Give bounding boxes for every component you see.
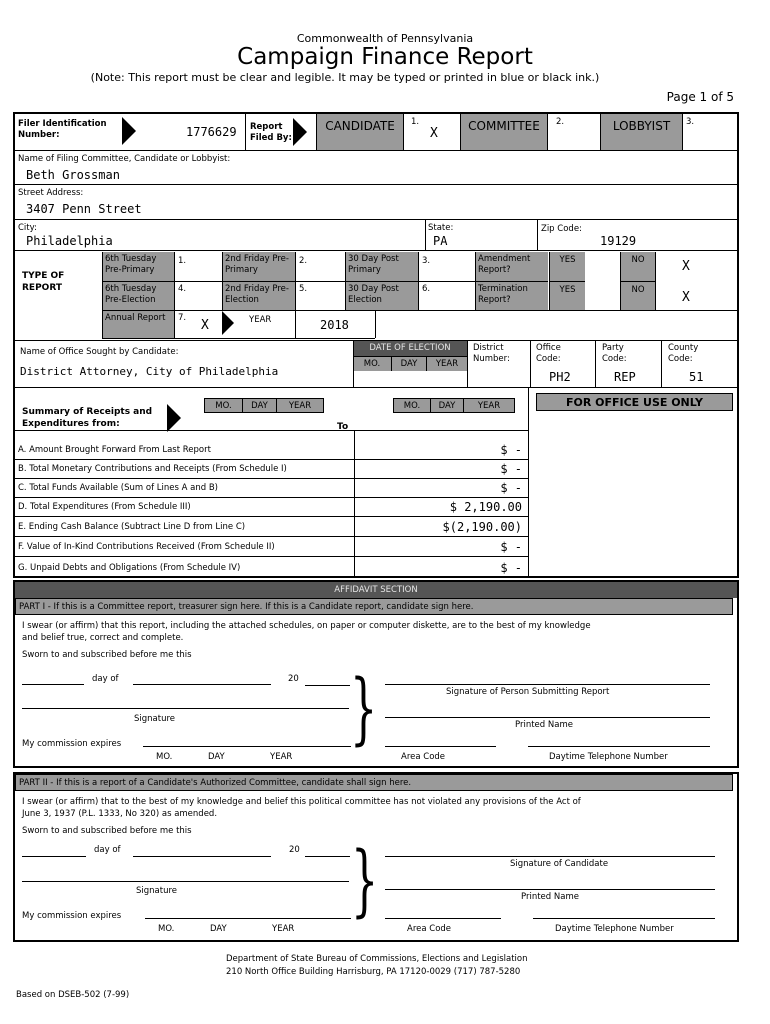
office-code-label: Office Code:: [536, 343, 561, 364]
summary-row-label: C. Total Funds Available (Sum of Lines A and B): [18, 483, 218, 493]
state-label: State:: [428, 223, 454, 233]
phone-label: Daytime Telephone Number: [555, 924, 674, 934]
part2-oath-line1: I swear (or affirm) that to the best of my knowledge and belief this political committee has not violated any provisions of the Act of: [22, 797, 581, 807]
amendment-yes[interactable]: [549, 252, 585, 281]
option-7[interactable]: [102, 310, 174, 338]
commission-label: My commission expires: [22, 739, 122, 749]
candidate-signature-label: Signature of Candidate: [510, 859, 609, 869]
page-title: Campaign Finance Report: [237, 44, 533, 70]
amendment-yes-label: YES: [559, 255, 576, 265]
submitter-signature-label: Signature of Person Submitting Report: [446, 687, 610, 697]
option-7-label: Annual Report: [105, 313, 166, 323]
office-code-value[interactable]: PH2: [549, 370, 571, 384]
year-label: YEAR: [249, 315, 272, 325]
area-code-label: Area Code: [401, 752, 446, 762]
year-line[interactable]: [305, 685, 350, 686]
arrow-icon: [122, 117, 136, 145]
part1-oath-line1: I swear (or affirm) that this report, including the attached schedules, on paper or computer diskette, are to the best of my knowledge: [22, 621, 591, 631]
termination-check[interactable]: X: [682, 290, 690, 305]
election-mo: MO.: [353, 356, 391, 371]
year-line[interactable]: [305, 856, 350, 857]
to-day: DAY: [430, 398, 464, 413]
termination-no-label: NO: [631, 285, 645, 295]
arrow-icon: [222, 311, 234, 335]
option-1[interactable]: [102, 252, 174, 281]
summary-row-value[interactable]: $ -: [500, 462, 522, 476]
option-5-num: 5.: [299, 284, 308, 294]
summary-row-label: E. Ending Cash Balance (Subtract Line D from Line C): [18, 522, 246, 532]
summary-row-label: A. Amount Brought Forward From Last Report: [18, 445, 211, 455]
printed-name-line[interactable]: [385, 889, 715, 890]
county-code-value[interactable]: 51: [689, 370, 704, 384]
to-label: To: [337, 422, 349, 432]
city-label: City:: [18, 223, 37, 233]
filer-id-label: Filer Identification Number:: [18, 119, 107, 140]
footer-department: Department of State Bureau of Commissions, Elections and Legislation: [226, 954, 528, 964]
part2-title: PART II - If this is a report of a Candidate's Authorized Committee, candidate shall sign here.: [15, 774, 733, 791]
arrow-icon: [293, 118, 307, 146]
arrow-icon: [167, 404, 181, 432]
summary-row-value[interactable]: $ -: [500, 540, 522, 554]
commission-year: YEAR: [270, 752, 293, 762]
printed-name-label: Printed Name: [515, 720, 573, 730]
phone-line[interactable]: [533, 918, 715, 919]
phone-line[interactable]: [528, 746, 710, 747]
from-mo: MO.: [204, 398, 243, 413]
option-2-num: 2.: [299, 256, 308, 266]
option-7-num: 7.: [178, 313, 187, 323]
zip-value[interactable]: 19129: [600, 234, 637, 248]
brace-icon: }: [351, 836, 379, 926]
part1-oath-line2: and belief true, correct and complete.: [22, 633, 184, 643]
option-3-label: 30 Day Post Primary: [348, 254, 399, 275]
part1-sworn: Sworn to and subscribed before me this: [22, 650, 192, 660]
part2-sworn: Sworn to and subscribed before me this: [22, 826, 192, 836]
lobbyist-label: LOBBYIST: [612, 119, 671, 133]
summary-label: Summary of Receipts and Expenditures from:: [22, 407, 153, 429]
type-of-report-label: TYPE OF REPORT: [22, 271, 65, 293]
day-of-label: day of: [92, 674, 119, 684]
commission-mo: MO.: [158, 924, 175, 934]
phone-label: Daytime Telephone Number: [549, 752, 668, 762]
submitter-signature-line[interactable]: [385, 684, 710, 685]
option-3-num: 3.: [422, 256, 431, 266]
option-4[interactable]: [102, 281, 174, 310]
from-day: DAY: [242, 398, 277, 413]
annual-report-check[interactable]: X: [201, 318, 209, 333]
termination-yes-label: YES: [559, 285, 576, 295]
summary-row-value[interactable]: $(2,190.00): [442, 520, 522, 534]
month-line[interactable]: [133, 684, 271, 685]
brace-icon: }: [350, 664, 378, 754]
candidate-check[interactable]: X: [430, 126, 438, 141]
form-number: Based on DSEB-502 (7-99): [16, 990, 130, 1000]
month-line[interactable]: [133, 856, 271, 857]
option-4-label: 6th Tuesday Pre-Election: [105, 284, 157, 305]
termination-question: [476, 281, 548, 310]
notary-signature-label: Signature: [136, 886, 178, 896]
area-code-label: Area Code: [407, 924, 452, 934]
printed-name-line[interactable]: [385, 717, 710, 718]
commission-day: DAY: [208, 752, 225, 762]
lobbyist-num: 3.: [686, 117, 695, 127]
option-5-label: 2nd Friday Pre-Election: [225, 284, 289, 305]
office-use-only: FOR OFFICE USE ONLY: [536, 393, 733, 411]
option-4-num: 4.: [178, 284, 187, 294]
committee-num: 2.: [556, 117, 565, 127]
election-day: DAY: [391, 356, 426, 371]
to-mo: MO.: [393, 398, 431, 413]
amendment-no-label: NO: [631, 255, 645, 265]
office-label: Name of Office Sought by Candidate:: [20, 347, 179, 357]
summary-row-label: G. Unpaid Debts and Obligations (From Schedule IV): [18, 563, 241, 573]
county-code-label: County Code:: [668, 343, 699, 364]
amendment-question: [476, 252, 548, 281]
termination-no[interactable]: [620, 281, 656, 310]
election-date-header: DATE OF ELECTION: [353, 341, 467, 356]
option-1-num: 1.: [178, 256, 187, 266]
commission-year: YEAR: [272, 924, 295, 934]
election-year: YEAR: [426, 356, 467, 371]
part2-oath-line2: June 3, 1937 (P.L. 1333, No 320) as amended.: [22, 809, 218, 819]
legibility-note: (Note: This report must be clear and legible. It may be typed or printed in blue or black ink.): [90, 71, 600, 84]
party-code-value[interactable]: REP: [614, 370, 636, 384]
summary-row-value[interactable]: $ -: [500, 443, 522, 457]
street-value[interactable]: 3407 Penn Street: [26, 202, 142, 216]
office-value[interactable]: District Attorney, City of Philadelphia: [20, 365, 279, 378]
committee-option[interactable]: [460, 114, 548, 150]
summary-row-value[interactable]: $ -: [500, 561, 522, 575]
option-3[interactable]: [345, 252, 418, 281]
summary-row-value[interactable]: $ -: [500, 481, 522, 495]
part1-title: PART I - If this is a Committee report, treasurer sign here. If this is a Candidate report, candidate sign here.: [15, 598, 733, 615]
candidate-option[interactable]: [316, 114, 404, 150]
to-year: YEAR: [463, 398, 515, 413]
candidate-num: 1.: [411, 117, 420, 127]
summary-row-label: D. Total Expenditures (From Schedule III): [18, 502, 191, 512]
area-code-line[interactable]: [385, 918, 501, 919]
notary-signature-line[interactable]: [22, 881, 349, 882]
committee-label: COMMITTEE: [468, 119, 540, 133]
affidavit-section-title: AFFIDAVIT SECTION: [15, 582, 737, 598]
page-number: Page 1 of 5: [666, 90, 734, 104]
from-year: YEAR: [276, 398, 324, 413]
termination-label: Termination Report?: [478, 284, 528, 305]
candidate-label: CANDIDATE: [325, 119, 395, 133]
commission-day: DAY: [210, 924, 227, 934]
commonwealth-heading: Commonwealth of Pennsylvania: [296, 32, 474, 45]
amendment-no[interactable]: [620, 252, 656, 281]
zip-label: Zip Code:: [541, 224, 582, 234]
district-label: District Number:: [473, 343, 510, 364]
amendment-check[interactable]: X: [682, 259, 690, 274]
summary-row-label: F. Value of In-Kind Contributions Received (From Schedule II): [18, 542, 275, 552]
option-6-num: 6.: [422, 284, 431, 294]
year-value[interactable]: 2018: [320, 318, 349, 332]
party-code-label: Party Code:: [602, 343, 627, 364]
summary-row-value[interactable]: $ 2,190.00: [449, 500, 522, 514]
option-6-label: 30 Day Post Election: [348, 284, 399, 305]
summary-row-label: B. Total Monetary Contributions and Receipts (From Schedule I): [18, 464, 287, 474]
footer-address: 210 North Office Building Harrisburg, PA 17120-0029 (717) 787-5280: [226, 967, 521, 977]
commission-line[interactable]: [145, 918, 351, 919]
option-1-label: 6th Tuesday Pre-Primary: [105, 254, 157, 275]
option-5[interactable]: [222, 281, 295, 310]
commission-line[interactable]: [143, 746, 351, 747]
area-code-line[interactable]: [385, 746, 496, 747]
commission-mo: MO.: [156, 752, 173, 762]
lobbyist-option[interactable]: [600, 114, 683, 150]
filer-id-value[interactable]: 1776629: [186, 125, 237, 139]
amendment-label: Amendment Report?: [478, 254, 531, 275]
name-value[interactable]: Beth Grossman: [26, 168, 120, 182]
notary-signature-line[interactable]: [22, 708, 349, 709]
city-value[interactable]: Philadelphia: [26, 234, 113, 248]
filed-by-label: Report Filed By:: [250, 122, 292, 143]
street-label: Street Address:: [18, 188, 84, 198]
printed-name-label: Printed Name: [521, 892, 579, 902]
state-value[interactable]: PA: [433, 234, 448, 248]
option-2-label: 2nd Friday Pre-Primary: [225, 254, 289, 275]
notary-signature-label: Signature: [134, 714, 176, 724]
twenty-label: 20: [288, 674, 299, 684]
commission-label: My commission expires: [22, 911, 122, 921]
day-of-label: day of: [94, 845, 121, 855]
day-line[interactable]: [22, 684, 84, 685]
twenty-label: 20: [289, 845, 300, 855]
day-line[interactable]: [22, 856, 86, 857]
termination-yes[interactable]: [549, 281, 585, 310]
candidate-signature-line[interactable]: [385, 856, 715, 857]
option-6[interactable]: [345, 281, 418, 310]
option-2[interactable]: [222, 252, 295, 281]
name-label: Name of Filing Committee, Candidate or Lobbyist:: [18, 154, 231, 164]
